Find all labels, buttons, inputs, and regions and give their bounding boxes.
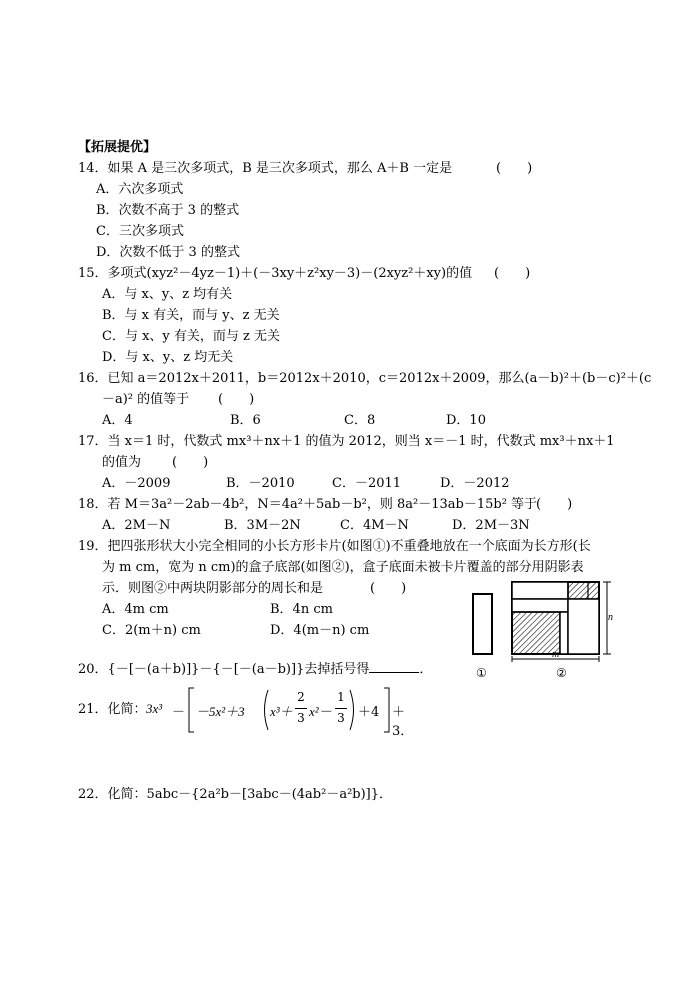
q14-stem: 14．如果 A 是三次多项式，B 是三次多项式，那么 A＋B 一定是 bbox=[78, 161, 453, 176]
q15-option-c: C．与 x、y 有关，而与 z 无关 bbox=[102, 329, 281, 344]
q17-option-b: B．－2010 bbox=[226, 476, 295, 491]
caption-2: ② bbox=[556, 666, 567, 680]
q19-option-a: A．4m cm bbox=[102, 602, 169, 617]
label-n: n bbox=[608, 612, 613, 623]
q21-right-bracket bbox=[382, 686, 392, 734]
q19-option-b: B．4n cm bbox=[270, 602, 333, 617]
q21-right-paren bbox=[348, 688, 358, 732]
q19-line1: 19．把四张形状大小完全相同的小长方形卡片(如图①)不重叠地放在一个底面为长方形(长 bbox=[78, 539, 591, 554]
q20 bbox=[78, 660, 432, 679]
q17-option-c: C．－2011 bbox=[332, 476, 402, 491]
q17-option-a: A．－2009 bbox=[102, 476, 171, 491]
q19-option-c: C．2(m＋n) cm bbox=[102, 623, 201, 638]
q21-left-paren bbox=[260, 688, 270, 732]
q16-option-c: C．8 bbox=[344, 413, 376, 428]
q22-stem: 22．化简：5abc－{2a²b－[3abc－(4ab²－a²b)]}． bbox=[78, 787, 393, 802]
q16-line1: 16．已知 a＝2012x＋2011，b＝2012x＋2010，c＝2012x＋2009，那么(a－b)²＋(b－c)²＋(c bbox=[78, 371, 652, 386]
q21-frac2-num: 1 bbox=[337, 690, 345, 704]
q20-stem: 20．{－[－(a＋b)]}－{－[－(a－b)]}去掉括号得 bbox=[78, 662, 370, 677]
q20-answer-blank[interactable] bbox=[369, 660, 419, 673]
q21-minus: － bbox=[172, 705, 186, 720]
q19-line2: 为 m cm，宽为 n cm)的盒子底部(如图②)，盒子底面未被卡片覆盖的部分用阴影表 bbox=[102, 560, 584, 575]
q16-option-a: A．4 bbox=[102, 413, 133, 428]
q17-paren: ( ) bbox=[172, 455, 209, 470]
q14-option-d: D．次数不低于 3 的整式 bbox=[96, 245, 240, 260]
q19-option-d: D．4(m－n) cm bbox=[270, 623, 370, 638]
q14-option-c: C．三次多项式 bbox=[96, 224, 184, 239]
shaded-region-1 bbox=[512, 612, 560, 654]
q15-stem: 15．多项式(xyz²－4yz－1)＋(－3xy＋z²xy－3)－(2xyz²＋xy)的值 bbox=[78, 266, 473, 281]
q18-option-d: D．2M－3N bbox=[452, 518, 530, 533]
q21-plus3: ＋3． bbox=[392, 705, 414, 739]
q14-paren: ( ) bbox=[496, 161, 533, 176]
figure2-box bbox=[512, 582, 599, 654]
q19-figure bbox=[468, 580, 618, 682]
q16-option-d: D．10 bbox=[446, 413, 486, 428]
q19-paren: ( ) bbox=[370, 581, 407, 596]
q21-term2: －5x²＋3 bbox=[196, 704, 245, 719]
q21-expression bbox=[146, 686, 414, 739]
q21-plus4: ＋4 bbox=[358, 705, 380, 720]
q21-term1: 3x³ bbox=[146, 701, 163, 716]
q21-x2: x²－ bbox=[309, 704, 332, 719]
q18-option-b: B．3M－2N bbox=[224, 518, 301, 533]
q17-line1: 17．当 x＝1 时，代数式 mx³＋nx＋1 的值为 2012，则当 x＝－1 时，代数式 mx³＋nx＋1 bbox=[78, 434, 615, 449]
q18-option-c: C．4M－N bbox=[340, 518, 409, 533]
section-title: 【拓展提优】 bbox=[78, 140, 157, 155]
q14-option-b: B．次数不高于 3 的整式 bbox=[96, 203, 240, 218]
q14-option-a: A．六次多项式 bbox=[96, 182, 184, 197]
q21-frac1-den: 3 bbox=[297, 711, 305, 725]
q20-end: ． bbox=[419, 662, 433, 677]
q15-paren: ( ) bbox=[494, 266, 531, 281]
q17-line2: 的值为 bbox=[102, 455, 142, 470]
q16-line2: －a)² 的值等于 bbox=[102, 392, 190, 407]
q21-prefix: 21．化简： bbox=[78, 702, 147, 717]
q16-option-b: B．6 bbox=[230, 413, 261, 428]
q15-option-a: A．与 x、y、z 均有关 bbox=[102, 287, 233, 302]
q21-left-bracket bbox=[186, 686, 196, 734]
label-m: m bbox=[552, 649, 560, 660]
q21-frac2-den: 3 bbox=[337, 711, 345, 725]
q15-option-b: B．与 x 有关，而与 y、z 无关 bbox=[102, 308, 280, 323]
q18-stem: 18．若 M＝3a²－2ab－4b²，N＝4a²＋5ab－b²，则 8a²－13ab－15b² 等于 bbox=[78, 497, 538, 512]
figure1-card bbox=[473, 594, 492, 654]
q16-paren: ( ) bbox=[218, 392, 255, 407]
q17-option-d: D．－2012 bbox=[440, 476, 510, 491]
q18-paren: ( ) bbox=[536, 497, 573, 512]
q21-frac1-num: 2 bbox=[297, 690, 305, 704]
caption-1: ① bbox=[476, 666, 487, 680]
q18-option-a: A．2M－N bbox=[102, 518, 171, 533]
shaded-region-2 bbox=[568, 582, 599, 599]
q15-option-d: D．与 x、y、z 均无关 bbox=[102, 350, 234, 365]
q21-x3: x³＋ bbox=[270, 704, 293, 719]
q19-line3: 示．则图②中两块阴影部分的周长和是 bbox=[102, 581, 324, 596]
